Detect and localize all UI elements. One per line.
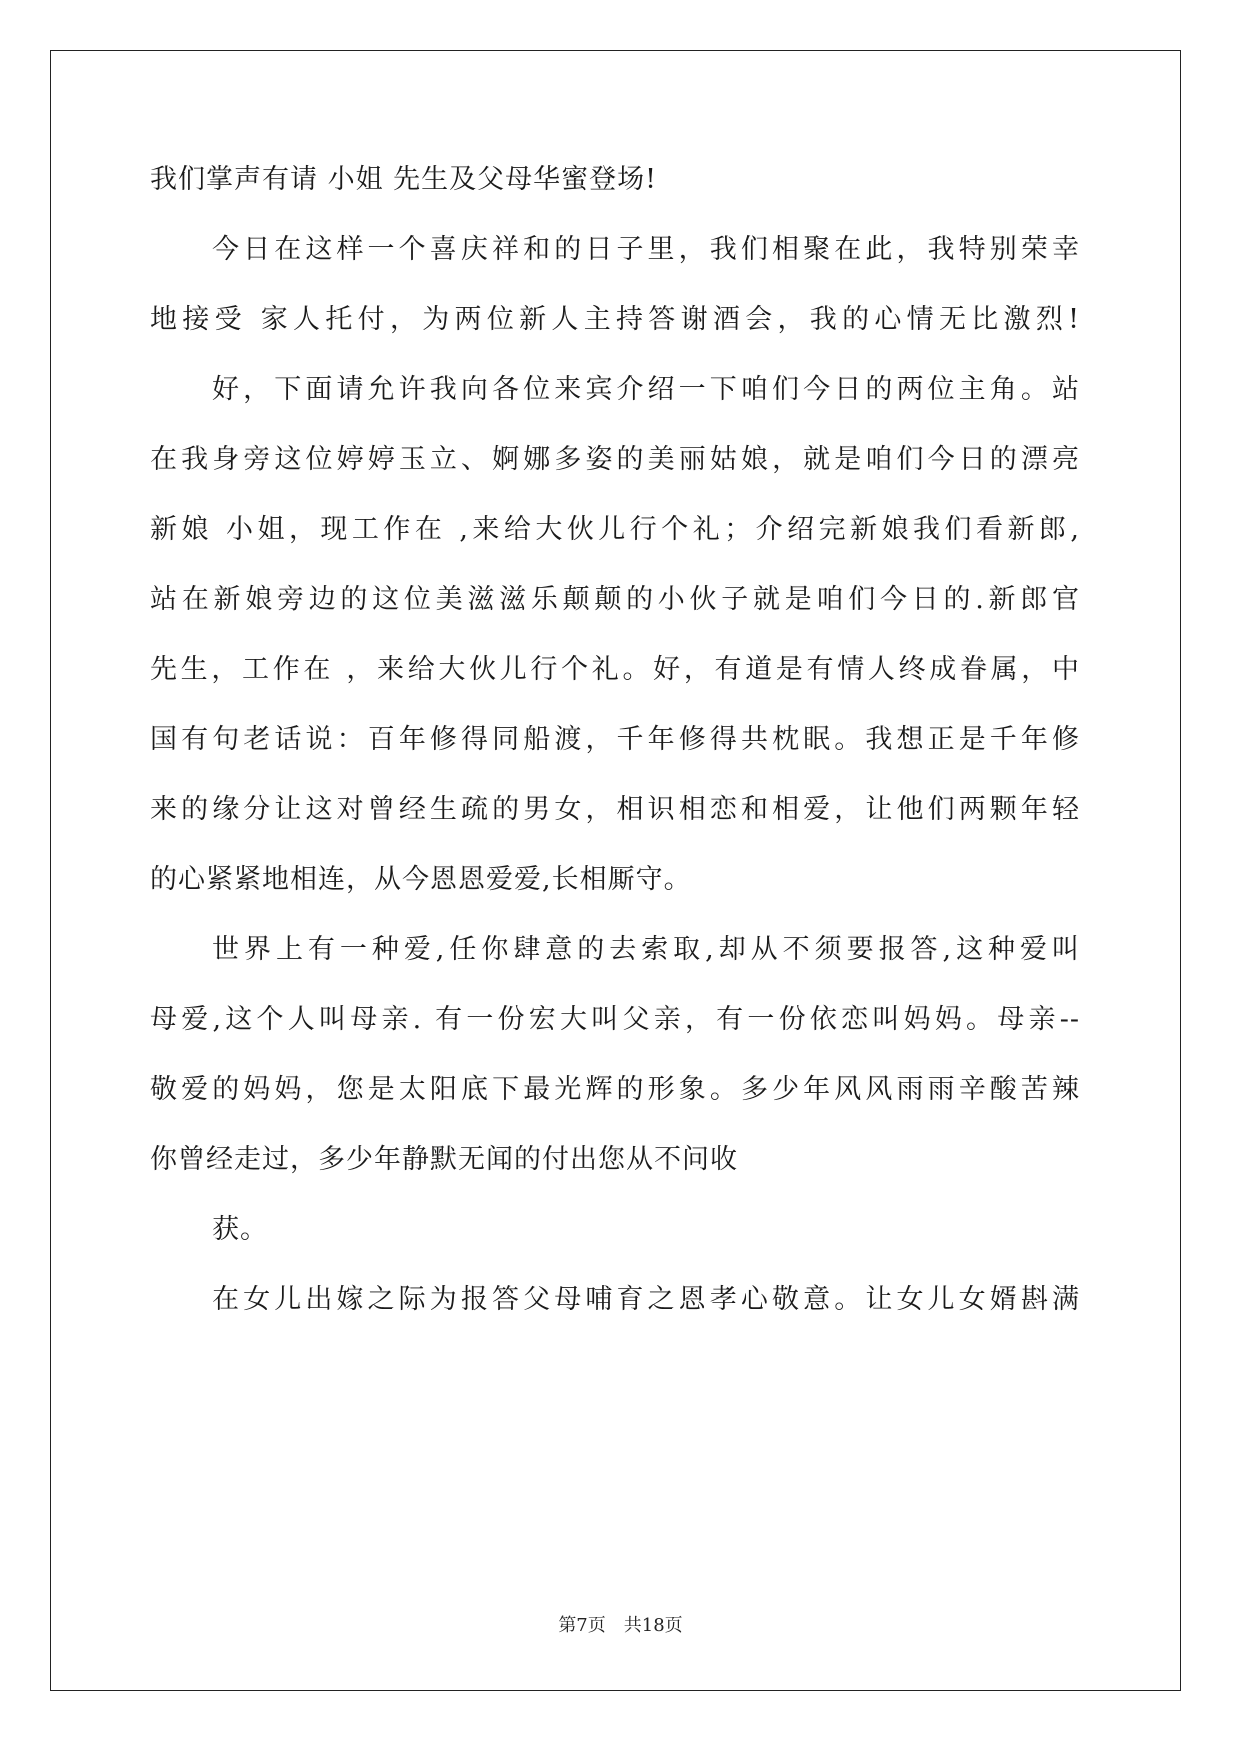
text-line-12: 世界上有一种爱,任你肆意的去索取,却从不须要报答,这种爱叫	[212, 934, 1080, 965]
text-line-15: 你曾经走过，多少年静默无闻的付出您从不问收	[150, 1144, 738, 1175]
text-line-14: 敬爱的妈妈，您是太阳底下最光辉的形象。多少年风风雨雨辛酸苦辣	[150, 1074, 1080, 1105]
text-line-7: 站在新娘旁边的这位美滋滋乐颠颠的小伙子就是咱们今日的.新郎官	[150, 584, 1080, 615]
text-line-6: 新娘 小姐，现工作在 ,来给大伙儿行个礼；介绍完新娘我们看新郎,	[150, 514, 1080, 545]
page-number-footer: 第7页 共18页	[558, 1615, 683, 1636]
text-line-3: 地接受 家人托付，为两位新人主持答谢酒会，我的心情无比激烈!	[150, 304, 1080, 335]
text-line-17: 在女儿出嫁之际为报答父母哺育之恩孝心敬意。让女儿女婿斟满	[212, 1284, 1080, 1315]
text-line-13: 母爱,这个人叫母亲. 有一份宏大叫父亲，有一份依恋叫妈妈。母亲--	[150, 1004, 1080, 1035]
text-line-9: 国有句老话说：百年修得同船渡，千年修得共枕眠。我想正是千年修	[150, 724, 1080, 755]
text-line-10: 来的缘分让这对曾经生疏的男女，相识相恋和相爱，让他们两颗年轻	[150, 794, 1080, 825]
text-line-5: 在我身旁这位婷婷玉立、婀娜多姿的美丽姑娘，就是咱们今日的漂亮	[150, 444, 1080, 475]
text-line-16: 获。	[212, 1214, 268, 1245]
text-line-4: 好，下面请允许我向各位来宾介绍一下咱们今日的两位主角。站	[212, 374, 1080, 405]
text-line-11: 的心紧紧地相连，从今恩恩爱爱,长相厮守。	[150, 864, 692, 895]
text-line-1: 我们掌声有请 小姐 先生及父母华蜜登场!	[150, 164, 658, 195]
text-line-2: 今日在这样一个喜庆祥和的日子里，我们相聚在此，我特别荣幸	[212, 234, 1080, 265]
text-line-8: 先生，工作在 ，来给大伙儿行个礼。好，有道是有情人终成眷属，中	[150, 654, 1080, 685]
